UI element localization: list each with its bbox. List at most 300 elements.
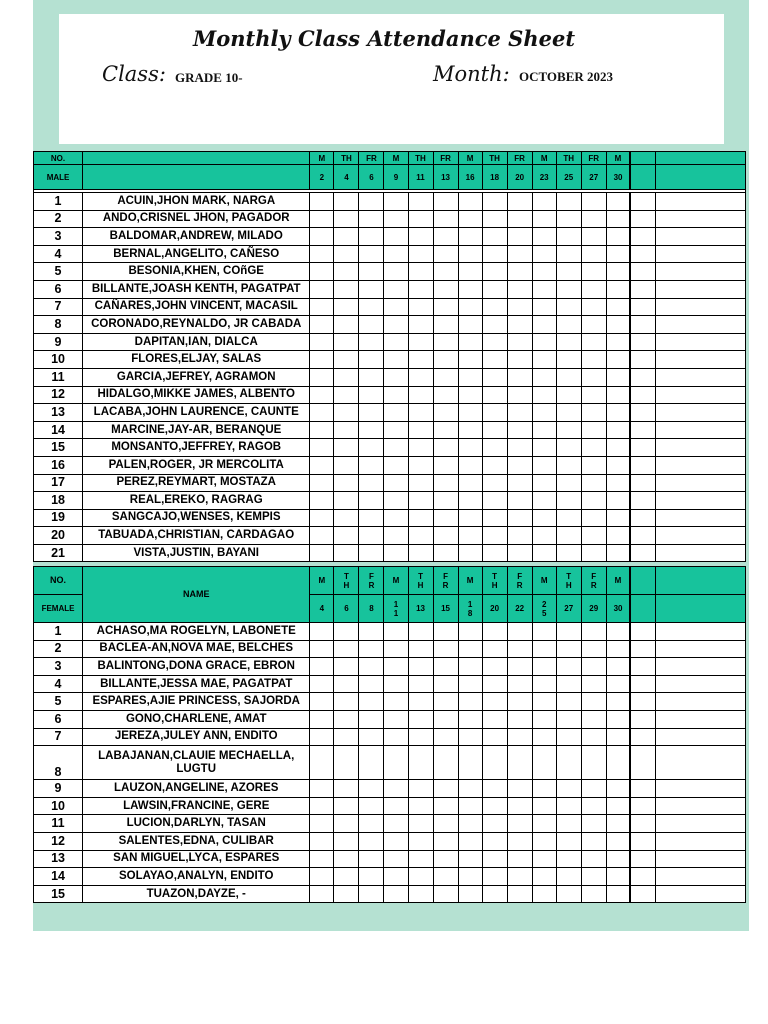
attendance-cell[interactable] bbox=[334, 193, 359, 211]
attendance-cell[interactable] bbox=[556, 832, 581, 850]
attendance-cell[interactable] bbox=[507, 298, 532, 316]
attendance-cell[interactable] bbox=[458, 474, 482, 492]
attendance-cell[interactable] bbox=[532, 474, 556, 492]
attendance-cell[interactable] bbox=[408, 623, 433, 641]
attendance-cell[interactable] bbox=[384, 404, 408, 422]
attendance-cell[interactable] bbox=[482, 693, 507, 711]
attendance-cell[interactable] bbox=[334, 693, 359, 711]
attendance-cell[interactable] bbox=[334, 245, 359, 263]
total-cell[interactable] bbox=[655, 245, 745, 263]
attendance-cell[interactable] bbox=[630, 228, 655, 246]
attendance-cell[interactable] bbox=[606, 316, 630, 334]
attendance-cell[interactable] bbox=[556, 850, 581, 868]
attendance-cell[interactable] bbox=[482, 228, 507, 246]
attendance-cell[interactable] bbox=[359, 193, 384, 211]
attendance-cell[interactable] bbox=[556, 710, 581, 728]
attendance-cell[interactable] bbox=[606, 210, 630, 228]
attendance-cell[interactable] bbox=[532, 544, 556, 562]
attendance-cell[interactable] bbox=[482, 492, 507, 510]
attendance-cell[interactable] bbox=[482, 298, 507, 316]
attendance-cell[interactable] bbox=[556, 885, 581, 903]
attendance-cell[interactable] bbox=[532, 675, 556, 693]
attendance-cell[interactable] bbox=[408, 351, 433, 369]
attendance-cell[interactable] bbox=[556, 439, 581, 457]
attendance-cell[interactable] bbox=[384, 710, 408, 728]
attendance-cell[interactable] bbox=[384, 439, 408, 457]
attendance-cell[interactable] bbox=[408, 780, 433, 798]
attendance-cell[interactable] bbox=[532, 439, 556, 457]
attendance-cell[interactable] bbox=[433, 386, 458, 404]
attendance-cell[interactable] bbox=[433, 640, 458, 658]
attendance-cell[interactable] bbox=[556, 746, 581, 780]
attendance-cell[interactable] bbox=[507, 815, 532, 833]
attendance-cell[interactable] bbox=[458, 710, 482, 728]
attendance-cell[interactable] bbox=[482, 456, 507, 474]
total-cell[interactable] bbox=[655, 868, 745, 886]
attendance-cell[interactable] bbox=[408, 210, 433, 228]
attendance-cell[interactable] bbox=[458, 228, 482, 246]
attendance-cell[interactable] bbox=[532, 333, 556, 351]
attendance-cell[interactable] bbox=[507, 746, 532, 780]
attendance-cell[interactable] bbox=[433, 544, 458, 562]
attendance-cell[interactable] bbox=[532, 746, 556, 780]
attendance-cell[interactable] bbox=[532, 728, 556, 746]
total-cell[interactable] bbox=[655, 210, 745, 228]
attendance-cell[interactable] bbox=[310, 728, 334, 746]
attendance-cell[interactable] bbox=[458, 316, 482, 334]
attendance-cell[interactable] bbox=[532, 815, 556, 833]
total-cell[interactable] bbox=[655, 351, 745, 369]
attendance-cell[interactable] bbox=[482, 658, 507, 676]
attendance-cell[interactable] bbox=[458, 263, 482, 281]
attendance-cell[interactable] bbox=[384, 210, 408, 228]
attendance-cell[interactable] bbox=[433, 509, 458, 527]
attendance-cell[interactable] bbox=[630, 728, 655, 746]
attendance-cell[interactable] bbox=[433, 868, 458, 886]
attendance-cell[interactable] bbox=[507, 439, 532, 457]
attendance-cell[interactable] bbox=[334, 658, 359, 676]
attendance-cell[interactable] bbox=[359, 421, 384, 439]
attendance-cell[interactable] bbox=[408, 693, 433, 711]
attendance-cell[interactable] bbox=[458, 245, 482, 263]
attendance-cell[interactable] bbox=[532, 280, 556, 298]
attendance-cell[interactable] bbox=[384, 474, 408, 492]
attendance-cell[interactable] bbox=[606, 280, 630, 298]
attendance-cell[interactable] bbox=[507, 351, 532, 369]
attendance-cell[interactable] bbox=[507, 675, 532, 693]
attendance-cell[interactable] bbox=[310, 421, 334, 439]
attendance-cell[interactable] bbox=[310, 815, 334, 833]
attendance-cell[interactable] bbox=[384, 640, 408, 658]
attendance-cell[interactable] bbox=[507, 492, 532, 510]
attendance-cell[interactable] bbox=[507, 456, 532, 474]
attendance-cell[interactable] bbox=[556, 815, 581, 833]
attendance-cell[interactable] bbox=[334, 885, 359, 903]
total-cell[interactable] bbox=[655, 693, 745, 711]
total-cell[interactable] bbox=[655, 333, 745, 351]
attendance-cell[interactable] bbox=[556, 386, 581, 404]
total-cell[interactable] bbox=[655, 658, 745, 676]
attendance-cell[interactable] bbox=[532, 509, 556, 527]
attendance-cell[interactable] bbox=[384, 815, 408, 833]
total-cell[interactable] bbox=[655, 544, 745, 562]
attendance-cell[interactable] bbox=[408, 298, 433, 316]
attendance-cell[interactable] bbox=[482, 710, 507, 728]
attendance-cell[interactable] bbox=[334, 368, 359, 386]
attendance-cell[interactable] bbox=[359, 404, 384, 422]
attendance-cell[interactable] bbox=[334, 623, 359, 641]
attendance-cell[interactable] bbox=[384, 658, 408, 676]
attendance-cell[interactable] bbox=[310, 245, 334, 263]
attendance-cell[interactable] bbox=[433, 746, 458, 780]
attendance-cell[interactable] bbox=[310, 474, 334, 492]
attendance-cell[interactable] bbox=[581, 492, 606, 510]
total-cell[interactable] bbox=[655, 850, 745, 868]
attendance-cell[interactable] bbox=[581, 746, 606, 780]
attendance-cell[interactable] bbox=[482, 544, 507, 562]
attendance-cell[interactable] bbox=[482, 815, 507, 833]
attendance-cell[interactable] bbox=[630, 885, 655, 903]
attendance-cell[interactable] bbox=[606, 439, 630, 457]
attendance-cell[interactable] bbox=[359, 228, 384, 246]
attendance-cell[interactable] bbox=[458, 850, 482, 868]
attendance-cell[interactable] bbox=[359, 474, 384, 492]
attendance-cell[interactable] bbox=[359, 351, 384, 369]
attendance-cell[interactable] bbox=[581, 728, 606, 746]
attendance-cell[interactable] bbox=[458, 386, 482, 404]
attendance-cell[interactable] bbox=[334, 640, 359, 658]
attendance-cell[interactable] bbox=[433, 832, 458, 850]
attendance-cell[interactable] bbox=[458, 780, 482, 798]
attendance-cell[interactable] bbox=[384, 509, 408, 527]
attendance-cell[interactable] bbox=[310, 368, 334, 386]
attendance-cell[interactable] bbox=[556, 658, 581, 676]
attendance-cell[interactable] bbox=[507, 404, 532, 422]
attendance-cell[interactable] bbox=[606, 245, 630, 263]
attendance-cell[interactable] bbox=[630, 386, 655, 404]
attendance-cell[interactable] bbox=[606, 640, 630, 658]
attendance-cell[interactable] bbox=[359, 368, 384, 386]
attendance-cell[interactable] bbox=[606, 456, 630, 474]
attendance-cell[interactable] bbox=[359, 728, 384, 746]
attendance-cell[interactable] bbox=[310, 693, 334, 711]
attendance-cell[interactable] bbox=[359, 815, 384, 833]
attendance-cell[interactable] bbox=[630, 421, 655, 439]
attendance-cell[interactable] bbox=[630, 815, 655, 833]
attendance-cell[interactable] bbox=[581, 815, 606, 833]
attendance-cell[interactable] bbox=[433, 492, 458, 510]
attendance-cell[interactable] bbox=[458, 333, 482, 351]
attendance-cell[interactable] bbox=[581, 527, 606, 545]
attendance-cell[interactable] bbox=[532, 693, 556, 711]
attendance-cell[interactable] bbox=[310, 298, 334, 316]
attendance-cell[interactable] bbox=[630, 298, 655, 316]
attendance-cell[interactable] bbox=[507, 832, 532, 850]
attendance-cell[interactable] bbox=[359, 263, 384, 281]
attendance-cell[interactable] bbox=[458, 868, 482, 886]
attendance-cell[interactable] bbox=[507, 386, 532, 404]
total-cell[interactable] bbox=[655, 298, 745, 316]
attendance-cell[interactable] bbox=[408, 850, 433, 868]
attendance-cell[interactable] bbox=[334, 316, 359, 334]
attendance-cell[interactable] bbox=[630, 832, 655, 850]
attendance-cell[interactable] bbox=[482, 623, 507, 641]
attendance-cell[interactable] bbox=[556, 333, 581, 351]
attendance-cell[interactable] bbox=[458, 815, 482, 833]
attendance-cell[interactable] bbox=[606, 746, 630, 780]
attendance-cell[interactable] bbox=[408, 797, 433, 815]
attendance-cell[interactable] bbox=[507, 640, 532, 658]
attendance-cell[interactable] bbox=[310, 797, 334, 815]
attendance-cell[interactable] bbox=[581, 280, 606, 298]
attendance-cell[interactable] bbox=[384, 868, 408, 886]
attendance-cell[interactable] bbox=[482, 797, 507, 815]
attendance-cell[interactable] bbox=[310, 456, 334, 474]
total-cell[interactable] bbox=[655, 316, 745, 334]
attendance-cell[interactable] bbox=[482, 351, 507, 369]
attendance-cell[interactable] bbox=[482, 509, 507, 527]
attendance-cell[interactable] bbox=[408, 832, 433, 850]
attendance-cell[interactable] bbox=[581, 474, 606, 492]
attendance-cell[interactable] bbox=[581, 245, 606, 263]
attendance-cell[interactable] bbox=[581, 368, 606, 386]
attendance-cell[interactable] bbox=[630, 710, 655, 728]
attendance-cell[interactable] bbox=[334, 404, 359, 422]
attendance-cell[interactable] bbox=[359, 456, 384, 474]
attendance-cell[interactable] bbox=[408, 439, 433, 457]
attendance-cell[interactable] bbox=[606, 509, 630, 527]
total-cell[interactable] bbox=[655, 780, 745, 798]
attendance-cell[interactable] bbox=[458, 351, 482, 369]
total-cell[interactable] bbox=[655, 509, 745, 527]
attendance-cell[interactable] bbox=[532, 210, 556, 228]
attendance-cell[interactable] bbox=[359, 885, 384, 903]
attendance-cell[interactable] bbox=[507, 850, 532, 868]
attendance-cell[interactable] bbox=[556, 193, 581, 211]
attendance-cell[interactable] bbox=[384, 333, 408, 351]
attendance-cell[interactable] bbox=[458, 527, 482, 545]
attendance-cell[interactable] bbox=[334, 509, 359, 527]
attendance-cell[interactable] bbox=[458, 640, 482, 658]
attendance-cell[interactable] bbox=[532, 710, 556, 728]
attendance-cell[interactable] bbox=[458, 623, 482, 641]
attendance-cell[interactable] bbox=[581, 885, 606, 903]
attendance-cell[interactable] bbox=[310, 316, 334, 334]
attendance-cell[interactable] bbox=[433, 658, 458, 676]
attendance-cell[interactable] bbox=[458, 280, 482, 298]
attendance-cell[interactable] bbox=[606, 693, 630, 711]
attendance-cell[interactable] bbox=[581, 263, 606, 281]
attendance-cell[interactable] bbox=[359, 868, 384, 886]
attendance-cell[interactable] bbox=[310, 658, 334, 676]
attendance-cell[interactable] bbox=[458, 544, 482, 562]
attendance-cell[interactable] bbox=[433, 850, 458, 868]
attendance-cell[interactable] bbox=[482, 280, 507, 298]
attendance-cell[interactable] bbox=[532, 797, 556, 815]
attendance-cell[interactable] bbox=[384, 832, 408, 850]
attendance-cell[interactable] bbox=[532, 456, 556, 474]
attendance-cell[interactable] bbox=[507, 228, 532, 246]
attendance-cell[interactable] bbox=[507, 710, 532, 728]
attendance-cell[interactable] bbox=[408, 658, 433, 676]
attendance-cell[interactable] bbox=[433, 693, 458, 711]
attendance-cell[interactable] bbox=[334, 527, 359, 545]
attendance-cell[interactable] bbox=[630, 544, 655, 562]
attendance-cell[interactable] bbox=[630, 333, 655, 351]
attendance-cell[interactable] bbox=[359, 850, 384, 868]
attendance-cell[interactable] bbox=[334, 815, 359, 833]
attendance-cell[interactable] bbox=[507, 368, 532, 386]
attendance-cell[interactable] bbox=[384, 280, 408, 298]
attendance-cell[interactable] bbox=[359, 797, 384, 815]
attendance-cell[interactable] bbox=[384, 746, 408, 780]
attendance-cell[interactable] bbox=[581, 544, 606, 562]
total-cell[interactable] bbox=[655, 474, 745, 492]
attendance-cell[interactable] bbox=[433, 263, 458, 281]
attendance-cell[interactable] bbox=[581, 456, 606, 474]
attendance-cell[interactable] bbox=[359, 210, 384, 228]
attendance-cell[interactable] bbox=[482, 439, 507, 457]
attendance-cell[interactable] bbox=[310, 193, 334, 211]
attendance-cell[interactable] bbox=[606, 544, 630, 562]
attendance-cell[interactable] bbox=[630, 368, 655, 386]
attendance-cell[interactable] bbox=[556, 228, 581, 246]
attendance-cell[interactable] bbox=[433, 710, 458, 728]
attendance-cell[interactable] bbox=[556, 263, 581, 281]
attendance-cell[interactable] bbox=[581, 298, 606, 316]
attendance-cell[interactable] bbox=[458, 693, 482, 711]
attendance-cell[interactable] bbox=[606, 710, 630, 728]
attendance-cell[interactable] bbox=[606, 797, 630, 815]
attendance-cell[interactable] bbox=[408, 421, 433, 439]
attendance-cell[interactable] bbox=[606, 368, 630, 386]
attendance-cell[interactable] bbox=[334, 210, 359, 228]
total-cell[interactable] bbox=[655, 797, 745, 815]
attendance-cell[interactable] bbox=[606, 658, 630, 676]
attendance-cell[interactable] bbox=[630, 640, 655, 658]
attendance-cell[interactable] bbox=[630, 509, 655, 527]
attendance-cell[interactable] bbox=[359, 492, 384, 510]
attendance-cell[interactable] bbox=[556, 368, 581, 386]
attendance-cell[interactable] bbox=[606, 228, 630, 246]
attendance-cell[interactable] bbox=[458, 509, 482, 527]
attendance-cell[interactable] bbox=[556, 544, 581, 562]
attendance-cell[interactable] bbox=[408, 675, 433, 693]
attendance-cell[interactable] bbox=[408, 333, 433, 351]
attendance-cell[interactable] bbox=[458, 675, 482, 693]
attendance-cell[interactable] bbox=[581, 850, 606, 868]
total-cell[interactable] bbox=[655, 263, 745, 281]
attendance-cell[interactable] bbox=[532, 245, 556, 263]
attendance-cell[interactable] bbox=[310, 404, 334, 422]
attendance-cell[interactable] bbox=[359, 439, 384, 457]
attendance-cell[interactable] bbox=[556, 868, 581, 886]
attendance-cell[interactable] bbox=[310, 640, 334, 658]
attendance-cell[interactable] bbox=[408, 404, 433, 422]
total-cell[interactable] bbox=[655, 640, 745, 658]
attendance-cell[interactable] bbox=[556, 474, 581, 492]
attendance-cell[interactable] bbox=[606, 885, 630, 903]
attendance-cell[interactable] bbox=[310, 885, 334, 903]
attendance-cell[interactable] bbox=[433, 623, 458, 641]
attendance-cell[interactable] bbox=[606, 474, 630, 492]
attendance-cell[interactable] bbox=[458, 298, 482, 316]
attendance-cell[interactable] bbox=[310, 228, 334, 246]
attendance-cell[interactable] bbox=[581, 210, 606, 228]
attendance-cell[interactable] bbox=[532, 298, 556, 316]
attendance-cell[interactable] bbox=[359, 386, 384, 404]
attendance-cell[interactable] bbox=[606, 404, 630, 422]
attendance-cell[interactable] bbox=[334, 780, 359, 798]
attendance-cell[interactable] bbox=[532, 386, 556, 404]
attendance-cell[interactable] bbox=[606, 193, 630, 211]
attendance-cell[interactable] bbox=[581, 780, 606, 798]
attendance-cell[interactable] bbox=[458, 746, 482, 780]
attendance-cell[interactable] bbox=[384, 386, 408, 404]
attendance-cell[interactable] bbox=[408, 492, 433, 510]
attendance-cell[interactable] bbox=[310, 850, 334, 868]
attendance-cell[interactable] bbox=[384, 456, 408, 474]
attendance-cell[interactable] bbox=[433, 439, 458, 457]
attendance-cell[interactable] bbox=[482, 263, 507, 281]
attendance-cell[interactable] bbox=[310, 746, 334, 780]
attendance-cell[interactable] bbox=[606, 832, 630, 850]
attendance-cell[interactable] bbox=[408, 368, 433, 386]
attendance-cell[interactable] bbox=[556, 298, 581, 316]
attendance-cell[interactable] bbox=[359, 509, 384, 527]
attendance-cell[interactable] bbox=[606, 868, 630, 886]
attendance-cell[interactable] bbox=[532, 421, 556, 439]
attendance-cell[interactable] bbox=[408, 640, 433, 658]
attendance-cell[interactable] bbox=[408, 710, 433, 728]
attendance-cell[interactable] bbox=[606, 815, 630, 833]
attendance-cell[interactable] bbox=[384, 780, 408, 798]
attendance-cell[interactable] bbox=[408, 728, 433, 746]
attendance-cell[interactable] bbox=[359, 623, 384, 641]
attendance-cell[interactable] bbox=[408, 544, 433, 562]
attendance-cell[interactable] bbox=[334, 228, 359, 246]
attendance-cell[interactable] bbox=[532, 780, 556, 798]
attendance-cell[interactable] bbox=[310, 333, 334, 351]
attendance-cell[interactable] bbox=[581, 868, 606, 886]
attendance-cell[interactable] bbox=[334, 746, 359, 780]
attendance-cell[interactable] bbox=[359, 280, 384, 298]
attendance-cell[interactable] bbox=[458, 404, 482, 422]
attendance-cell[interactable] bbox=[384, 316, 408, 334]
total-cell[interactable] bbox=[655, 492, 745, 510]
attendance-cell[interactable] bbox=[556, 351, 581, 369]
attendance-cell[interactable] bbox=[581, 228, 606, 246]
attendance-cell[interactable] bbox=[482, 404, 507, 422]
attendance-cell[interactable] bbox=[310, 386, 334, 404]
attendance-cell[interactable] bbox=[384, 885, 408, 903]
attendance-cell[interactable] bbox=[556, 780, 581, 798]
attendance-cell[interactable] bbox=[384, 351, 408, 369]
attendance-cell[interactable] bbox=[630, 456, 655, 474]
attendance-cell[interactable] bbox=[384, 228, 408, 246]
attendance-cell[interactable] bbox=[606, 421, 630, 439]
attendance-cell[interactable] bbox=[581, 658, 606, 676]
attendance-cell[interactable] bbox=[408, 193, 433, 211]
attendance-cell[interactable] bbox=[458, 210, 482, 228]
total-cell[interactable] bbox=[655, 193, 745, 211]
attendance-cell[interactable] bbox=[310, 623, 334, 641]
attendance-cell[interactable] bbox=[482, 675, 507, 693]
attendance-cell[interactable] bbox=[458, 456, 482, 474]
attendance-cell[interactable] bbox=[630, 623, 655, 641]
attendance-cell[interactable] bbox=[359, 316, 384, 334]
attendance-cell[interactable] bbox=[433, 210, 458, 228]
